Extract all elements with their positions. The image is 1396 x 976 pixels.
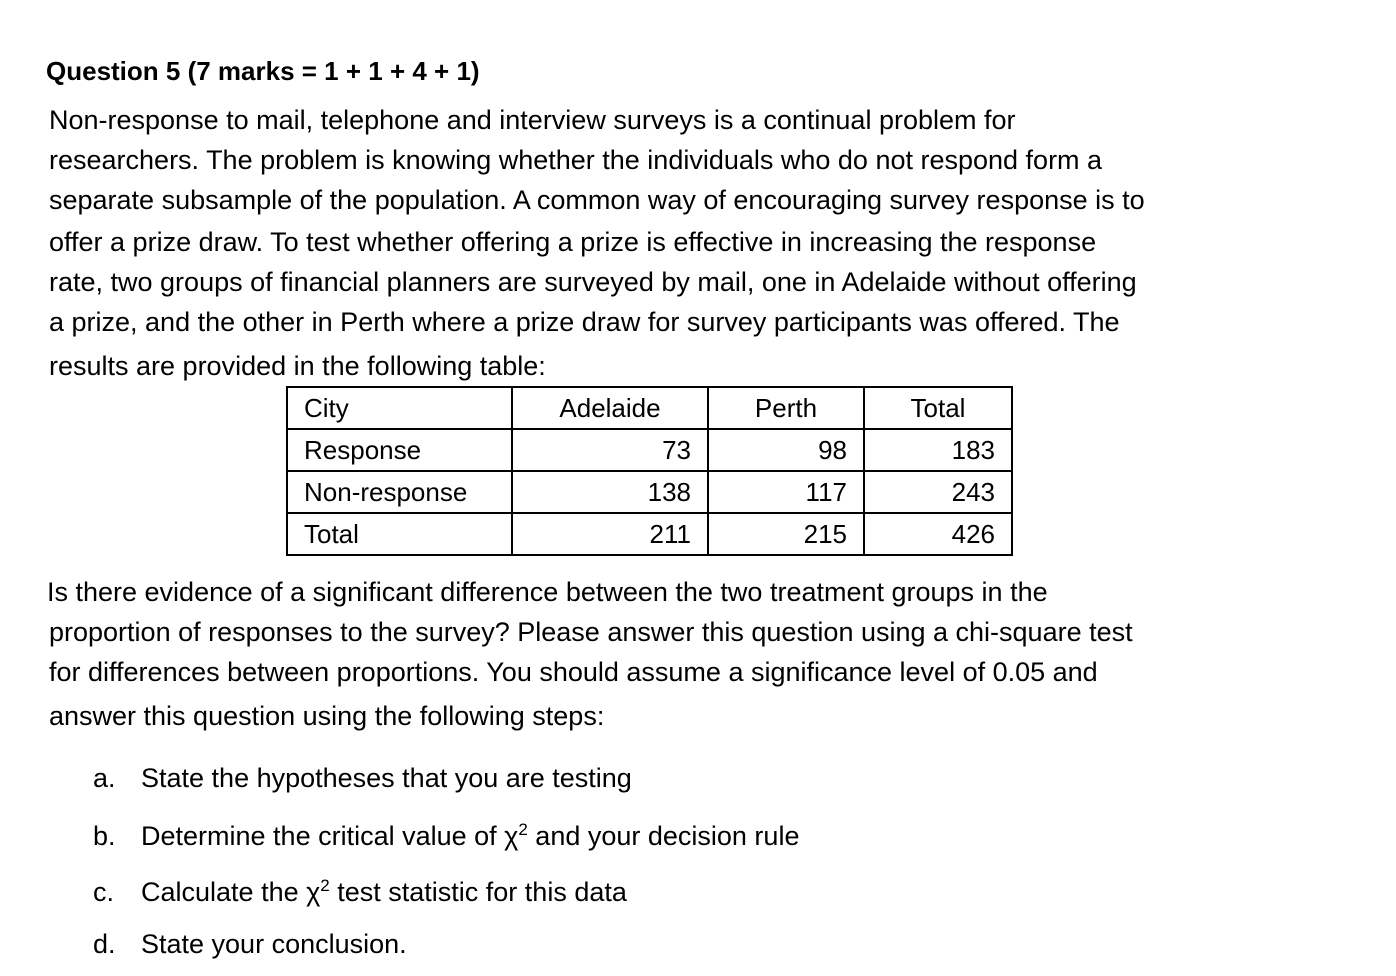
table-cell: 211: [512, 513, 708, 555]
intro-line: Non-response to mail, telephone and interview surveys is a continual problem for: [49, 105, 1016, 135]
follow-line: for differences between proportions. You should assume a significance level of 0.05 and: [49, 657, 1098, 687]
intro-line: offer a prize draw. To test whether offering a prize is effective in increasing the response: [49, 227, 1097, 257]
intro-line: a prize, and the other in Perth where a prize draw for survey participants was offered. The: [49, 307, 1120, 337]
step-text: State your conclusion.: [141, 929, 407, 959]
step-text: State the hypotheses that you are testing: [141, 763, 632, 793]
table-cell: 117: [708, 471, 864, 513]
list-item: [93, 928, 407, 960]
table-cell: 243: [864, 471, 1012, 513]
table-cell: Total: [287, 513, 512, 555]
table-row: [287, 513, 1012, 555]
superscript: 2: [518, 820, 528, 839]
table-cell: 183: [864, 429, 1012, 471]
table-cell: 138: [512, 471, 708, 513]
step-letter: b.: [93, 821, 116, 851]
table-header-cell: Total: [864, 387, 1012, 429]
table-header-cell: Adelaide: [512, 387, 708, 429]
intro-line: results are provided in the following table:: [49, 351, 546, 381]
table-cell: Response: [287, 429, 512, 471]
results-table: [286, 386, 1013, 556]
table-cell: 426: [864, 513, 1012, 555]
table-header-cell: Perth: [708, 387, 864, 429]
list-item: [93, 814, 799, 852]
table-header-row: [287, 387, 1012, 429]
question-heading: Question 5 (7 marks = 1 + 1 + 4 + 1): [46, 56, 480, 86]
intro-line: rate, two groups of financial planners are surveyed by mail, one in Adelaide without offering: [49, 267, 1137, 297]
follow-line: answer this question using the following steps:: [49, 701, 605, 731]
table-row: [287, 471, 1012, 513]
list-item: [93, 762, 632, 794]
follow-line: Is there evidence of a significant difference between the two treatment groups in the: [47, 577, 1048, 607]
superscript: 2: [320, 876, 330, 895]
table-cell: 73: [512, 429, 708, 471]
step-letter: a.: [93, 763, 116, 793]
table-cell: 98: [708, 429, 864, 471]
list-item: [93, 870, 627, 908]
step-text: Determine the critical value of χ: [141, 821, 519, 851]
step-text: Calculate the χ: [141, 877, 321, 907]
intro-line: separate subsample of the population. A common way of encouraging survey response is to: [49, 185, 1145, 215]
follow-line: proportion of responses to the survey? Please answer this question using a chi-square test: [49, 617, 1133, 647]
step-letter: c.: [93, 877, 115, 907]
table-row: [287, 429, 1012, 471]
step-letter: d.: [93, 929, 116, 959]
table-cell: 215: [708, 513, 864, 555]
table-cell: Non-response: [287, 471, 512, 513]
intro-line: researchers. The problem is knowing whether the individuals who do not respond form a: [49, 145, 1103, 175]
step-text: and your decision rule: [527, 821, 800, 851]
table-header-cell: City: [287, 387, 512, 429]
step-text: test statistic for this data: [329, 877, 627, 907]
